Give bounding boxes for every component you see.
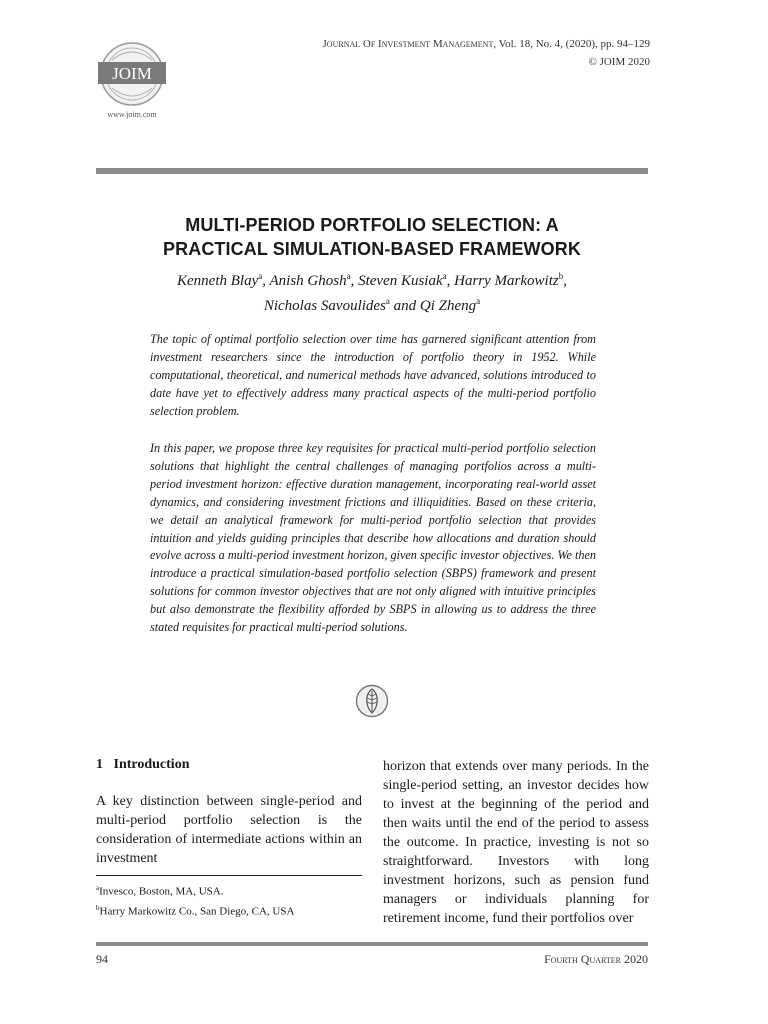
issue-label: Fourth Quarter 2020	[544, 952, 648, 966]
page-number: 94	[96, 952, 108, 966]
title-line-2: PRACTICAL SIMULATION-BASED FRAMEWORK	[163, 239, 581, 259]
author-separator: ,	[350, 273, 359, 289]
author-separator: ,	[446, 273, 455, 289]
author-name: Anish Ghosh	[269, 273, 347, 289]
copyright: © JOIM 2020	[588, 56, 650, 68]
footer-rule	[96, 942, 648, 946]
author-separator: and	[389, 298, 420, 314]
author-name: Qi Zheng	[419, 298, 477, 314]
author-name: Nicholas Savoulides	[263, 298, 386, 314]
paper-title	[96, 213, 648, 261]
body-text-right-column: horizon that extends over many periods. In the single-period setting, an investor decides how to invest at the beginning of the period and then waits until the end of the period to assess the outcome. In practice, investing is not so straightforward. Investors with long investment horizons, such as pension fund managers or individuals planning for retirement income, fund their portfolios over	[383, 759, 649, 926]
footnotes	[96, 880, 362, 919]
footnote-text: Harry Markowitz Co., San Diego, CA, USA	[99, 905, 295, 918]
footnote-mark: a	[96, 884, 100, 892]
header-rule	[96, 168, 648, 174]
author-separator: ,	[262, 273, 270, 289]
logo-text: JOIM	[112, 64, 152, 83]
section-heading	[96, 757, 189, 773]
section-title: Introduction	[113, 757, 190, 772]
title-line-1: MULTI-PERIOD PORTFOLIO SELECTION: A	[185, 215, 559, 235]
affiliation-mark: b	[558, 271, 564, 281]
author-name: Steven Kusiak	[358, 273, 443, 289]
footnote-mark: b	[96, 903, 100, 912]
footnote	[96, 880, 362, 900]
footnote-rule	[96, 875, 362, 876]
footnote-text: Invesco, Boston, MA, USA.	[99, 885, 224, 898]
affiliation-mark: a	[442, 271, 447, 281]
body-text-left-column: A key distinction between single-period and multi-period portfolio selection is the consideration of intermediate actions within an investment	[96, 794, 362, 866]
logo-url: www.joim.com	[107, 110, 157, 119]
abstract-paragraph-1: The topic of optimal portfolio selection over time has garnered significant attention from investment researchers since the introduction of portfolio theory in 1952. While computational, theoretical, and numerical methods have advanced, solutions introduced to date have yet to effectively address many practical aspects of the multi-period portfolio selection problem.	[150, 332, 596, 418]
joim-logo	[96, 40, 168, 112]
affiliation-mark: a	[346, 271, 351, 281]
journal-name: Journal Of Investment Management	[322, 38, 494, 50]
affiliation-mark: a	[476, 296, 481, 306]
affiliation-mark: a	[258, 271, 263, 281]
journal-details: , Vol. 18, No. 4, (2020), pp. 94–129	[493, 38, 650, 50]
affiliation-mark: a	[385, 296, 390, 306]
author-separator: ,	[563, 273, 567, 289]
journal-citation	[323, 38, 650, 50]
author-list	[96, 266, 648, 316]
author-name: Harry Markowitz	[454, 273, 559, 289]
leaf-ornament-icon	[355, 684, 389, 718]
author-name: Kenneth Blay	[177, 273, 259, 289]
abstract-paragraph-2: In this paper, we propose three key requisites for practical multi-period portfolio selection solutions that highlight the central challenges of managing portfolios across a multi-period investment horizon: effective duration management, incorporating real-world asset dynamics, and considering investment frictions and illiquidities. Based on these criteria, we detail an analytical framework for multi-period portfolio selection that provides intuition and yields guiding principles that describe how allocations and duration should evolve across a multi-period investment horizon, given specific investor objectives. We then introduce a practical simulation-based portfolio selection (SBPS) framework and present solutions for common investor objectives that are not only aligned with intuitive principles but also demonstrate the flexibility afforded by SBPS in allowing us to address the three stated requisites for practical multi-period solutions.	[150, 441, 596, 635]
section-number: 1	[96, 757, 103, 772]
footnote	[96, 900, 362, 920]
